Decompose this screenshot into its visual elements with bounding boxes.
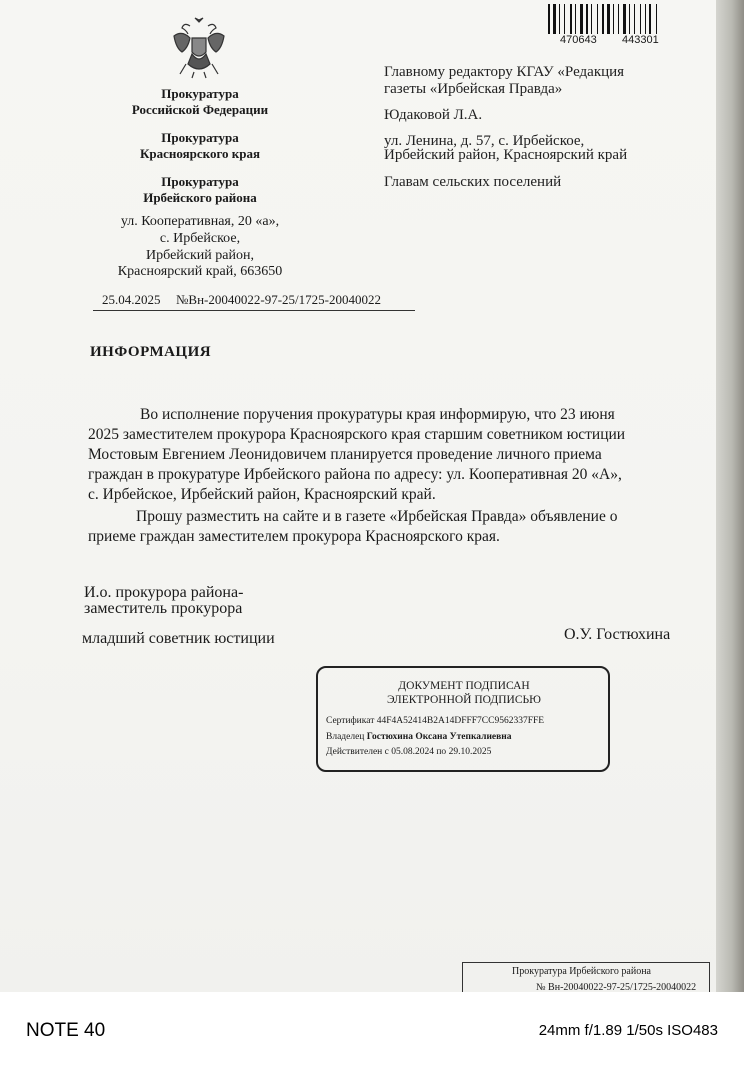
recipient-line1: Главному редактору КГАУ «Редакция — [384, 64, 625, 80]
barcode-bar — [586, 4, 588, 34]
e-signature-valid-from: 05.08.2024 — [391, 747, 434, 757]
barcode-bar — [629, 4, 630, 34]
e-signature-owner-value: Гостюхина Оксана Утепкалиевна — [366, 732, 512, 742]
barcode-bar — [649, 4, 651, 34]
sender-addr2: с. Ирбейское, — [159, 231, 241, 246]
recipient-line6: Главам сельских поселений — [384, 174, 562, 190]
barcode-bar — [645, 4, 646, 34]
body-p1-line4: граждан в прокуратуре Ирбейского района по адресу: ул. Кооперативная 20 «А», — [88, 466, 622, 483]
sender-org1: Прокуратура — [161, 86, 239, 101]
table-edge — [714, 0, 744, 992]
body-p2-line2: приеме граждан заместителем прокурора Красноярского края. — [88, 528, 500, 545]
e-signature-owner-label: Владелец — [326, 732, 365, 742]
barcode-bar — [618, 4, 619, 34]
barcode-bar — [613, 4, 614, 34]
barcode-bar — [634, 4, 635, 34]
barcode-bar — [548, 4, 550, 34]
camera-device: NOTE 40 — [26, 1020, 106, 1041]
e-signature-from-label: с — [384, 747, 389, 757]
barcode-bar — [656, 4, 657, 34]
e-signature-to-label: по — [436, 747, 447, 757]
barcode-number-right: 443301 — [622, 34, 659, 46]
sender-addr4: Красноярский край, 663650 — [117, 264, 283, 279]
barcode-bar — [564, 4, 565, 34]
barcode-bar — [602, 4, 604, 34]
barcode-bar — [580, 4, 583, 34]
sender-org2: Прокуратура — [161, 130, 239, 145]
recipient-line2: газеты «Ирбейская Правда» — [384, 81, 563, 97]
e-signature-cert-label: Сертификат — [326, 716, 375, 726]
e-signature-title1: ДОКУМЕНТ ПОДПИСАН — [398, 680, 530, 692]
recipient-line3: Юдаковой Л.А. — [384, 107, 483, 123]
signatory-name: О.У. Гостюхина — [564, 626, 671, 643]
e-signature-owner — [326, 732, 512, 742]
incoming-stamp-org: Прокуратура Ирбейского района — [512, 966, 651, 977]
barcode-bar — [607, 4, 610, 34]
e-signature-valid-to: 29.10.2025 — [448, 747, 492, 757]
barcode-number-left: 470643 — [560, 34, 597, 46]
e-signature-valid-label: Действителен — [326, 747, 383, 757]
sender-org3: Прокуратура — [161, 174, 239, 189]
barcode-bar — [591, 4, 592, 34]
sender-org2b: Красноярского края — [139, 146, 261, 161]
barcode-bar — [570, 4, 572, 34]
barcode-bar — [623, 4, 626, 34]
sender-addr1: ул. Кооперативная, 20 «а», — [120, 214, 280, 229]
barcode-bar — [640, 4, 641, 34]
coat-of-arms-icon — [168, 16, 230, 80]
document-title: ИНФОРМАЦИЯ — [90, 344, 212, 360]
barcode-bar — [575, 4, 576, 34]
body-p1-line1: Во исполнение поручения прокуратуры края информирую, что 23 июня — [140, 406, 615, 423]
sender-addr3: Ирбейский район, — [146, 248, 254, 263]
barcode-bar — [597, 4, 598, 34]
e-signature-cert — [326, 716, 544, 726]
signatory-position3: младший советник юстиции — [82, 630, 275, 647]
signatory-position2: заместитель прокурора — [84, 600, 243, 617]
barcode — [548, 4, 688, 34]
body-p2-line1: Прошу разместить на сайте и в газете «Ирбейская Правда» объявление о — [136, 508, 618, 525]
registration-number: №Вн-20040022-97-25/1725-20040022 — [176, 292, 381, 307]
recipient-line5: Ирбейский район, Красноярский край — [384, 147, 628, 163]
e-signature-title2: ЭЛЕКТРОННОЙ ПОДПИСЬЮ — [387, 694, 541, 706]
e-signature-validity — [326, 747, 491, 757]
barcode-bar — [559, 4, 560, 34]
body-p1-line5: с. Ирбейское, Ирбейский район, Красноярский край. — [88, 486, 436, 503]
registration-date: 25.04.2025 — [102, 292, 161, 307]
barcode-bar — [553, 4, 556, 34]
recipient-line4: ул. Ленина, д. 57, с. Ирбейское, — [384, 133, 585, 149]
sender-org1b: Российской Федерации — [131, 102, 269, 117]
sender-org3b: Ирбейского района — [143, 190, 257, 205]
body-p1-line3: Мостовым Евгением Леонидовичем планируется проведение личного приема — [88, 446, 602, 463]
e-signature-cert-value: 44F4A52414B2A14DFFF7CC9562337FFE — [376, 716, 545, 726]
camera-exif: 24mm f/1.89 1/50s ISO483 — [538, 1022, 718, 1039]
signatory-position1: И.о. прокурора района- — [84, 584, 244, 601]
body-p1-line2: 2025 заместителем прокурора Красноярского края старшим советником юстиции — [88, 426, 626, 443]
incoming-stamp-number: № Вн-20040022-97-25/1725-20040022 — [536, 982, 697, 992]
